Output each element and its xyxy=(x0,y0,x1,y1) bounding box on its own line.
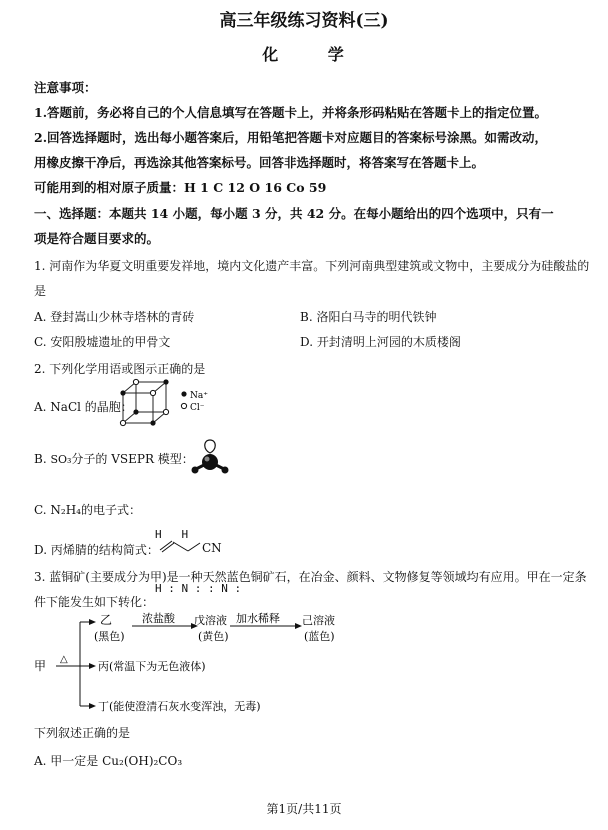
ding-label: 丁(能使澄清石灰水变浑浊，无毒) xyxy=(98,700,261,713)
q3-option-a: A. 甲一定是 Cu₂(OH)₂CO₃ xyxy=(34,754,183,768)
q2-stem: 2. 下列化学用语或图示正确的是 xyxy=(34,362,206,376)
so3-formula: SO₃ xyxy=(50,453,72,466)
notes-item-2b: 用橡皮擦干净后，再选涂其他答案标号。回答非选择题时，将答案写在答题卡上。 xyxy=(34,155,485,170)
subject-title: 化 学 xyxy=(262,45,366,64)
notes-heading: 注意事项： xyxy=(34,80,97,95)
q3-stem-1: 3. 蓝铜矿(主要成分为甲)是一种天然蓝色铜矿石，在冶金、颜料、文物修复等领域均有应用。甲在一定条 xyxy=(34,570,587,584)
yi-label: 乙 xyxy=(100,613,113,627)
atomic-masses: 可能用到的相对原子质量：H 1 C 12 O 16 Co 59 xyxy=(34,180,327,195)
q2-b-suffix: 分子的 VSEPR 模型： xyxy=(71,452,194,466)
page-title: 高三年级练习资料(三) xyxy=(219,11,389,31)
yi-color: (黑色) xyxy=(94,630,125,643)
notes-item-2a: 2.回答选择题时，选出每小题答案后，用铅笔把答题卡对应题目的答案标号涂黑。如需改动， xyxy=(34,130,548,145)
q1-option-a: A. 登封嵩山少林寺塔林的青砖 xyxy=(34,310,195,324)
cl-legend-label: Cl⁻ xyxy=(190,403,205,413)
section-heading-2: 项是符合题目要求的。 xyxy=(34,231,160,246)
na-legend-dot xyxy=(181,391,186,396)
arrow2-label: 加水稀释 xyxy=(236,612,280,625)
n2h4-top-h: H H xyxy=(155,528,189,541)
q1-stem-2: 是 xyxy=(34,284,47,298)
q1-option-d: D. 开封清明上河园的木质楼阁 xyxy=(300,335,461,349)
section-heading-1: 一、选择题：本题共 14 小题，每小题 3 分，共 42 分。在每小题给出的四个选项中，只有一 xyxy=(34,206,554,221)
jia-label: 甲 xyxy=(34,659,47,673)
heat-symbol: △ xyxy=(60,654,68,665)
cl-legend-dot xyxy=(181,403,186,408)
wu-color: (黄色) xyxy=(198,630,229,643)
q2-option-b xyxy=(34,450,194,467)
q3-stem-2: 件下能发生如下转化： xyxy=(34,595,155,609)
q2-option-d: D. 丙烯腈的结构简式： xyxy=(34,543,159,557)
n2h4-main-line: H : N : : N : xyxy=(155,582,242,595)
nacl-unit-cell-diagram xyxy=(118,378,238,428)
acrylonitrile-skeleton xyxy=(158,538,202,554)
q1-stem-1: 1. 河南作为华夏文明重要发祥地，境内文化遗产丰富。下列河南典型建筑或文物中，主要成分为硅酸盐的 xyxy=(34,259,590,273)
so3-vsepr-model xyxy=(190,436,246,478)
q1-option-b: B. 洛阳白马寺的明代铁钟 xyxy=(300,310,437,324)
cn-group-label: CN xyxy=(202,541,222,555)
q2-option-a: A. NaCl 的晶胞： xyxy=(34,400,133,414)
q1-option-c: C. 安阳殷墟遗址的甲骨文 xyxy=(34,335,171,349)
wu-label: 戊溶液 xyxy=(194,614,227,627)
arrow1-label: 浓盐酸 xyxy=(142,612,175,625)
q2-b-prefix: B. xyxy=(34,452,51,466)
page-number: 第1页/共11页 xyxy=(266,802,342,816)
na-legend-label: Na⁺ xyxy=(190,391,208,401)
ji-color: (蓝色) xyxy=(304,630,335,643)
ji-label: 己溶液 xyxy=(302,614,335,627)
notes-item-1: 1.答题前，务必将自己的个人信息填写在答题卡上，并将条形码粘贴在答题卡上的指定位置。 xyxy=(34,105,548,120)
q3-question: 下列叙述正确的是 xyxy=(34,726,131,740)
conversion-flow-diagram xyxy=(34,612,354,718)
q2-option-c: C. N₂H₄的电子式： xyxy=(34,503,141,517)
bing-label: 丙(常温下为无色液体) xyxy=(98,660,206,673)
